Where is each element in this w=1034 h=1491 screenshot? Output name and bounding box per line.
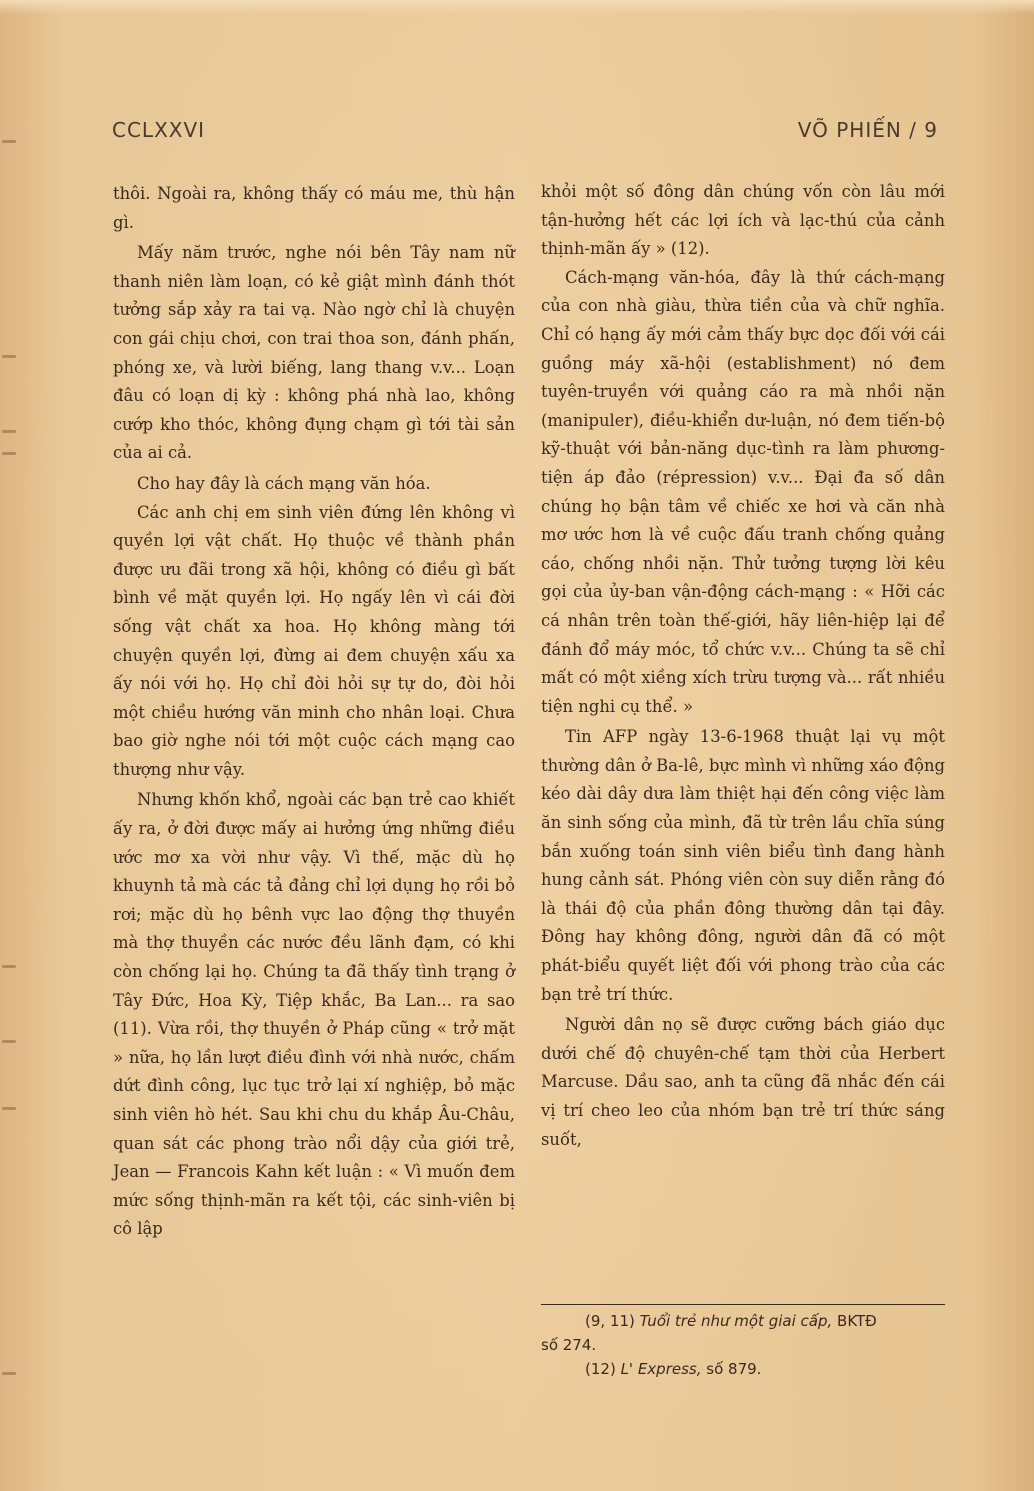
left-column	[113, 180, 515, 1244]
paragraph: khỏi một số đông dân chúng vốn còn lâu mới tận-hưởng hết các lợi ích và lạc-thú của cảnh thịnh-mãn ấy » (12).	[541, 182, 945, 259]
footnotes	[541, 1304, 945, 1381]
paragraph: thôi. Ngoài ra, không thấy có máu me, thù hận gì.	[113, 184, 515, 232]
binding-mark	[2, 140, 16, 143]
paragraph: Nhưng khốn khổ, ngoài các bạn trẻ cao khiết ấy ra, ở đời được mấy ai hưởng ứng những điều ước mơ xa vời như vậy. Vì thế, mặc dù họ khuynh tả mà các tả đảng chỉ lợi dụng họ rồi bỏ rơi; mặc dù họ bênh vực lao động thợ thuyền mà thợ thuyền các nước đều lãnh đạm, có khi còn chống lại họ. Chúng ta đã thấy tình trạng ở Tây Đức, Hoa Kỳ, Tiệp khắc, Ba Lan... ra sao (11). Vừa rồi, thợ thuyền ở Pháp cũng « trở mặt » nữa, họ lần lượt điều đình với nhà nước, chấm dứt đình công, lục tục trở lại xí nghiệp, bỏ mặc sinh viên hò hét. Sau khi chu du khắp Âu-Châu, quan sát các phong trào nổi dậy của giới trẻ, Jean — Francois Kahn kết luận : « Vì muốn đem mức sống thịnh-mãn ra kết tội, các sinh-viên bị cô lập	[113, 790, 515, 1239]
paragraph: Tin AFP ngày 13-6-1968 thuật lại vụ một thường dân ở Ba-lê, bực mình vì những xáo động kéo dài dây dưa làm thiệt hại đến công việc làm ăn sinh sống của mình, đã từ trên lầu chĩa súng bắn xuống toán sinh viên biểu tình đang hành hung cảnh sát. Phóng viên còn suy diễn rằng đó là thái độ của phần đông thường dân tại đây. Đông hay không đông, người dân đã có một phát-biểu quyết liệt đối với phong trào của các bạn trẻ trí thức.	[541, 727, 945, 1004]
footnote-source: BKTĐ	[837, 1312, 877, 1330]
binding-mark	[2, 1040, 16, 1043]
right-column	[541, 178, 945, 1154]
binding-mark	[2, 430, 16, 433]
footnote-number: (9, 11)	[585, 1312, 635, 1330]
header-author-page: VÕ PHIẾN / 9	[797, 118, 938, 142]
footnote-number: (12)	[585, 1360, 616, 1378]
binding-mark	[2, 1107, 16, 1110]
paragraph: Người dân nọ sẽ được cưỡng bách giáo dục dưới chế độ chuyên-chế tạm thời của Herbert Marcuse. Dầu sao, anh ta cũng đã nhắc đến cái vị trí cheo leo của nhóm bạn trẻ trí thức sáng suốt,	[541, 1015, 945, 1149]
footnote-9-11	[541, 1309, 945, 1333]
footnote-source: số 879.	[706, 1360, 762, 1378]
footnote-title: Tuổi trẻ như một giai cấp,	[639, 1312, 833, 1330]
footnote-continuation: số 274.	[541, 1336, 597, 1354]
paragraph: Mấy năm trước, nghe nói bên Tây nam nữ thanh niên làm loạn, có kẻ giật mình đánh thót tưởng sắp xảy ra tai vạ. Nào ngờ chỉ là chuyện con gái chịu chơi, con trai thoa son, đánh phấn, phóng xe, và lười biếng, lang thang v.v... Loạn đâu có loạn dị kỳ : không phá nhà lao, không cướp kho thóc, không đụng chạm gì tới tài sản của ai cả.	[113, 243, 515, 463]
footnote-title: L' Express,	[620, 1360, 702, 1378]
binding-mark	[2, 965, 16, 968]
binding-mark	[2, 452, 16, 455]
paragraph: Cách-mạng văn-hóa, đây là thứ cách-mạng của con nhà giàu, thừa tiền của và chữ nghĩa. Chỉ có hạng ấy mới cảm thấy bực dọc đối với cái guồng máy xã-hội (establishment) nó đem tuyên-truyền với quảng cáo ra mà nhồi nặn (manipuler), điều-khiển dư-luận, nó đem tiến-bộ kỹ-thuật với bản-năng dục-tình ra làm phương-tiện áp đảo (répression) v.v... Đại đa số dân chúng họ bận tâm về chiếc xe hơi và căn nhà mơ ước hơn là về cuộc đấu tranh chống quảng cáo, chống nhồi nặn. Thử tưởng tượng lời kêu gọi của ủy-ban vận-động cách-mạng : « Hỡi các cá nhân trên toàn thế-giới, hãy liên-hiệp lại để đánh đổ máy móc, tổ chức v.v... Chúng ta sẽ chỉ mất có một xiềng xích trừu tượng và... rất nhiều tiện nghi cụ thể. »	[541, 267, 945, 716]
binding-mark	[2, 355, 16, 358]
paragraph: Các anh chị em sinh viên đứng lên không vì quyền lợi vật chất. Họ thuộc về thành phần được ưu đãi trong xã hội, không có điều gì bất bình về mặt quyền lợi. Họ ngấy lên vì cái đời sống vật chất xa hoa. Họ không màng tới chuyện quyền lợi, đừng ai đem chuyện xấu xa ấy nói với họ. Họ chỉ đòi hỏi sự tự do, đòi hỏi một chiều hướng văn minh cho nhân loại. Chưa bao giờ nghe nói tới một cuộc cách mạng cao thượng như vậy.	[113, 502, 515, 779]
footnote-12	[541, 1357, 945, 1381]
paragraph: Cho hay đây là cách mạng văn hóa.	[137, 473, 431, 493]
header-volume: CCLXXVI	[112, 118, 206, 142]
binding-mark	[2, 1372, 16, 1375]
